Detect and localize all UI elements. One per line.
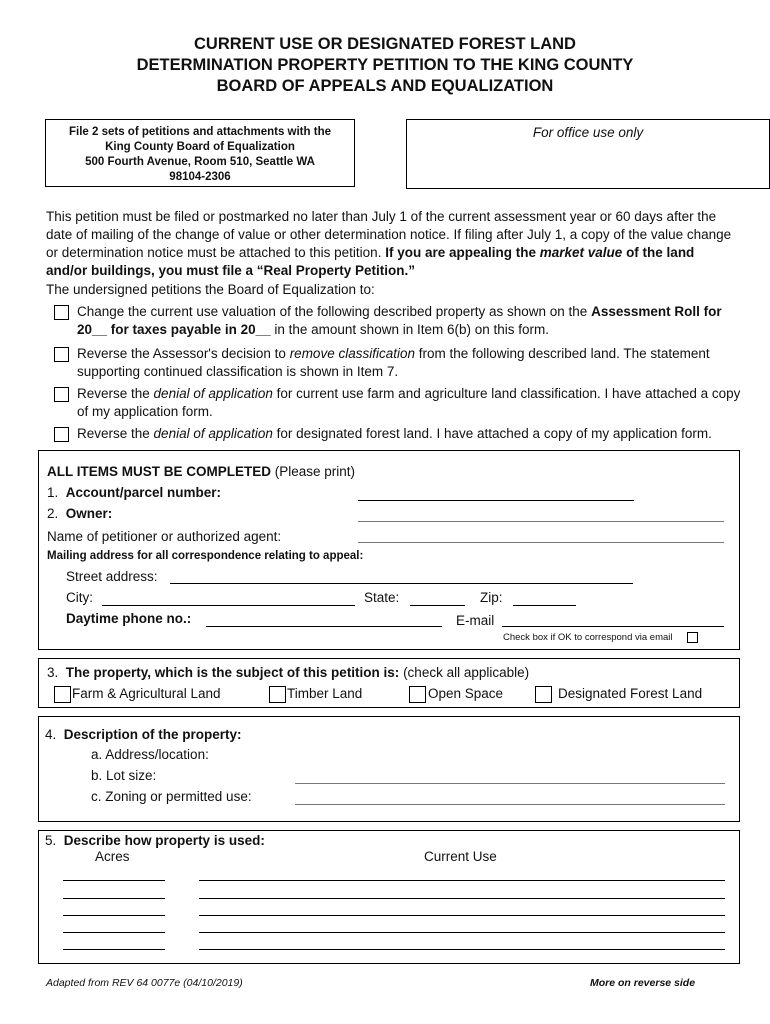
option-reverse-removal <box>52 345 742 381</box>
zoning-label: c. Zoning or permitted use: <box>91 789 252 804</box>
required-heading-note: (Please print) <box>271 464 356 479</box>
section-property-use <box>38 830 740 964</box>
office-use-label: For office use only <box>532 125 644 140</box>
description-heading <box>45 727 242 742</box>
state-label: State: <box>364 590 400 605</box>
current-use-field-1[interactable] <box>199 880 725 881</box>
option-1-text-bold: Assessment Roll for 20__ for taxes payable in 20__ <box>77 304 722 337</box>
property-use-heading <box>45 833 265 848</box>
street-label: Street address: <box>66 569 158 584</box>
intro-bold-2: of the land and/or buildings, you must file a “Real Property Petition.” <box>46 245 695 278</box>
required-heading <box>47 464 355 479</box>
item-1-text: Account/parcel number: <box>65 485 222 500</box>
filing-line-4: 98104-2306 <box>169 171 231 183</box>
item-2-number: 2. <box>47 506 59 521</box>
option-4-checkbox[interactable] <box>54 427 69 442</box>
option-reverse-forest-denial <box>52 425 752 443</box>
option-2-checkbox[interactable] <box>54 347 69 362</box>
title-line-3: BOARD OF APPEALS AND EQUALIZATION <box>216 77 554 95</box>
lot-size-label: b. Lot size: <box>91 768 157 783</box>
option-2-text-a: Reverse the Assessor's decision to <box>77 346 290 361</box>
section-4-heading: Description of the property: <box>63 727 242 742</box>
section-property-description <box>38 716 740 822</box>
email-ok-checkbox[interactable] <box>687 632 698 643</box>
owner-field[interactable] <box>358 521 724 522</box>
acres-field-1[interactable] <box>63 880 165 881</box>
farm-agricultural-label: Farm & Agricultural Land <box>72 686 221 701</box>
zip-field[interactable] <box>513 605 576 606</box>
intro-bold-1: If you are appealing the <box>385 245 540 260</box>
current-use-field-4[interactable] <box>199 932 725 933</box>
item-2-label <box>47 506 112 521</box>
title-line-1: CURRENT USE OR DESIGNATED FOREST LAND <box>194 35 576 53</box>
acres-field-5[interactable] <box>63 949 165 950</box>
option-3-text-a: Reverse the <box>77 386 154 401</box>
state-field[interactable] <box>410 605 465 606</box>
option-3-text-italic: denial of application <box>153 386 273 401</box>
option-reverse-farm-denial <box>52 385 742 421</box>
option-4-text-italic: denial of application <box>153 426 273 441</box>
option-4-text-b: for designated forest land. I have attached a copy of my application form. <box>272 426 712 441</box>
option-3-checkbox[interactable] <box>54 387 69 402</box>
section-3-number: 3. <box>47 665 59 680</box>
petitioner-field[interactable] <box>358 542 724 543</box>
section-3-note: (check all applicable) <box>399 665 530 680</box>
office-use-box <box>406 119 770 189</box>
undersigned-statement: The undersigned petitions the Board of Equalization to: <box>46 282 375 297</box>
address-location-label: a. Address/location: <box>91 747 209 762</box>
designated-forest-checkbox[interactable] <box>535 686 552 703</box>
acres-field-3[interactable] <box>63 915 165 916</box>
option-change-valuation <box>52 303 742 339</box>
current-use-column-header: Current Use <box>424 849 497 864</box>
filing-line-1: File 2 sets of petitions and attachments with the <box>69 126 331 138</box>
current-use-field-5[interactable] <box>199 949 725 950</box>
section-4-number: 4. <box>45 727 57 742</box>
item-1-number: 1. <box>47 485 59 500</box>
item-2-text: Owner: <box>65 506 113 521</box>
acres-column-header: Acres <box>95 849 130 864</box>
property-type-heading <box>47 665 529 680</box>
section-required-items <box>38 450 740 650</box>
acres-field-2[interactable] <box>63 898 165 899</box>
account-parcel-field[interactable] <box>358 500 634 501</box>
city-label: City: <box>66 590 93 605</box>
section-5-number: 5. <box>45 833 57 848</box>
phone-label: Daytime phone no.: <box>66 611 192 626</box>
footer-form-reference: Adapted from REV 64 0077e (04/10/2019) <box>46 977 243 989</box>
current-use-field-3[interactable] <box>199 915 725 916</box>
farm-agricultural-checkbox[interactable] <box>54 686 71 703</box>
intro-bold-italic: market value <box>539 245 623 260</box>
intro-paragraph <box>46 208 736 280</box>
option-1-text-a: Change the current use valuation of the following described property as shown on the <box>77 304 592 319</box>
filing-line-3: 500 Fourth Avenue, Room 510, Seattle WA <box>85 156 315 168</box>
title-line-2: DETERMINATION PROPERTY PETITION TO THE KING COUNTY <box>136 56 634 74</box>
city-field[interactable] <box>102 605 355 606</box>
item-1-label <box>47 485 221 500</box>
current-use-field-2[interactable] <box>199 898 725 899</box>
petitioner-label: Name of petitioner or authorized agent: <box>47 529 282 544</box>
section-property-type <box>38 658 740 708</box>
section-5-heading: Describe how property is used: <box>63 833 265 848</box>
filing-instructions-box <box>45 119 355 187</box>
open-space-label: Open Space <box>428 686 504 701</box>
zoning-field[interactable] <box>295 804 725 805</box>
open-space-checkbox[interactable] <box>409 686 426 703</box>
required-heading-bold: ALL ITEMS MUST BE COMPLETED <box>47 464 272 479</box>
option-3-text-b: for current use farm and agriculture land classification. I have attached a copy of my application form. <box>77 386 741 419</box>
option-4-text-a: Reverse the <box>77 426 154 441</box>
mailing-address-label: Mailing address for all correspondence relating to appeal: <box>47 550 364 562</box>
section-3-heading: The property, which is the subject of this petition is: <box>65 665 400 680</box>
intro-text: This petition must be filed or postmarked no later than July 1 of the current assessment year or 60 days after the date of mailing of the change of value or other determination notice. If filing after July 1, a copy of the value change or determination notice must be attached to this petition. <box>46 209 732 260</box>
timber-land-label: Timber Land <box>287 686 363 701</box>
phone-field[interactable] <box>206 626 442 627</box>
filing-line-2: King County Board of Equalization <box>105 141 295 153</box>
zip-label: Zip: <box>480 590 503 605</box>
footer-reverse-note: More on reverse side <box>590 977 696 989</box>
email-ok-label: Check box if OK to correspond via email <box>503 632 673 643</box>
email-field[interactable] <box>502 626 724 627</box>
option-1-text-c: in the amount shown in Item 6(b) on this form. <box>270 322 550 337</box>
lot-size-field[interactable] <box>295 783 725 784</box>
acres-field-4[interactable] <box>63 932 165 933</box>
timber-land-checkbox[interactable] <box>269 686 286 703</box>
option-2-text-b: from the following described land. The statement supporting continued classification is shown in Item 7. <box>77 346 710 379</box>
street-field[interactable] <box>170 583 633 584</box>
designated-forest-label: Designated Forest Land <box>558 686 703 701</box>
email-label: E-mail <box>456 613 495 628</box>
option-1-checkbox[interactable] <box>54 305 69 320</box>
form-title <box>0 34 770 97</box>
option-2-text-italic: remove classification <box>289 346 415 361</box>
